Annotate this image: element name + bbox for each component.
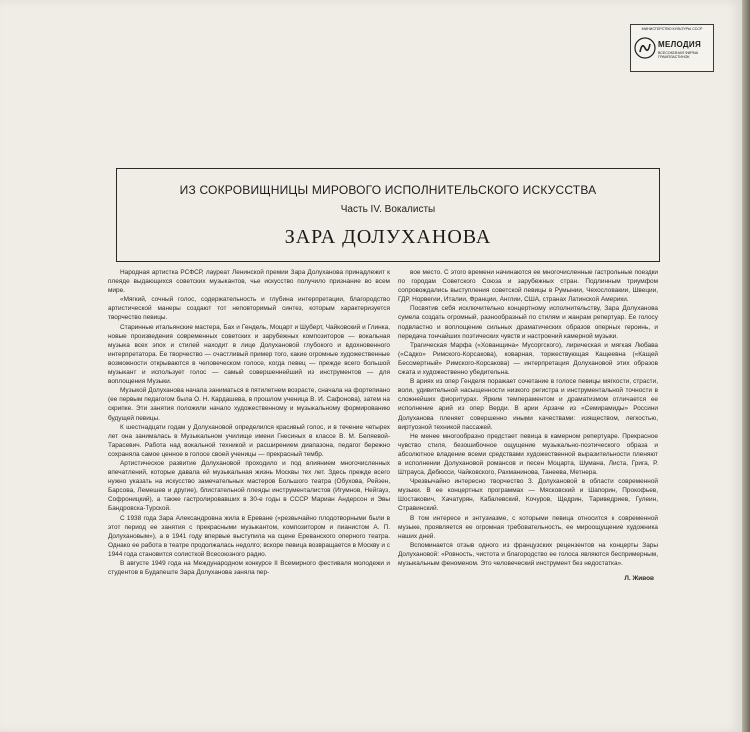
sleeve-edge: [742, 0, 750, 732]
paragraph: Чрезвычайно интересно творчество З. Долухановой в области современной музыки. В ее концертных программах — Мясковский и Шапорин, Прокофьев, Шостакович, Хачатурян, Кабалевский, Кочуров, Щедрин, Тариведриев, Гулеин, Стравинский.: [398, 478, 658, 513]
part-title: Часть IV. Вокалисты: [340, 204, 436, 215]
melodiya-emblem-icon: [634, 37, 656, 59]
paragraph: С 1938 года Зара Александровна жила в Ереване («резвычайно плодотворными были в этот период ее занятия с прекрасными музыкантом, композитором и пианистом А. П. Долухановым»), а в 1941 году впервые выступила на сцене Ереванского оперного театра. Однако ее работа в театре продолжалась недолго; вскоре певица возвращается в Москву и с 1944 года становится солисткой Всесоюзного радио.: [108, 514, 390, 558]
paragraph: Артистическое развитие Долухановой проходило и под влиянием многочисленных впечатлений, которые давала ей музыкальная жизнь Москвы тех лет. Здесь прежде всего нужно указать на искусство замечательных мастеров Большого театра (Обухова, Рейзен, Барсова, Лемешев и другие), блистательной плеяды инструменталистов (Игумнов, Нейгауз, Софроницкий), а также гастролировавших в 30-е годы в СССР Мариан Андерсон и Эвы Бандровска-Турской.: [108, 459, 390, 513]
title-frame: [116, 168, 660, 262]
artist-name: ЗАРА ДОЛУХАНОВА: [284, 226, 492, 248]
paragraph: В ариях из опер Генделя поражает сочетание в голосе певицы мягкости, страсти, воли, удивительной насыщенности низкого регистра и инструментальной точности в сложнейших фиоритурах. Ярким темпераментом и драматизмом отличается ее исполнение арий из опер Верди. В арии Арзаче из «Семирамиды» Россини Долуханова пленяет совершенно иными качествами: изяществом, легкостью, виртуозной техникой пассажей.: [398, 378, 658, 431]
paragraph: К шестнадцати годам у Долухановой определился красивый голос, и в течение четырех лет она занималась в Музыкальном училище имени Гнесиных в классе В. М. Беляевой-Тарасевич. Работа над вокальной техникой и расширением диапазона, педагог бережно сохраняла самое ценное в голосе своей ученицы — прекрасный тембр.: [108, 423, 390, 458]
paragraph: «Мягкий, сочный голос, содержательность и глубина интерпретации, благородство артистической манеры создают тот неповторимый синтез, которым характеризуется творчество певицы.: [108, 296, 390, 322]
series-title: ИЗ СОКРОВИЩНИЦЫ МИРОВОГО ИСПОЛНИТЕЛЬСКОГО ИСКУССТВА: [179, 183, 597, 197]
paragraph: Не менее многообразно предстает певица в камерном репертуаре. Прекрасное чувство стиля, безошибочное ощущение музыкально-поэтического образа и абсолютное владение всеми средствами художественной выразительности пленяют в исполнении Долухановой романсов и песен Моцарта, Шумана, Листа, Грига, Р. Штрауса, Дебюсси, Чайковского, Рахманинова, Танеева, Метнера.: [398, 432, 658, 477]
melodiya-logo: [630, 24, 714, 72]
logo-top-text: МИНИСТЕРСТВО КУЛЬТУРЫ СССР: [641, 27, 703, 31]
logo-name: МЕЛОДИЯ: [658, 40, 702, 49]
paragraph: вое место. С этого времени начинаются ее многочисленные гастрольные поездки по городам Советского Союза и зарубежных стран. Подлинным триумфом сопровождались выступления советской певицы в Румынии, Чехословакии, Швеции, ГДР, Норвегии, Италии, Франции, Англии, США, странах Латинской Америки.: [398, 269, 658, 304]
paragraph: Трагическая Марфа («Хованщина» Мусоргского), лирическая и мягкая Любава («Садко» Римского-Корсакова), коварная, торжествующая Кащеевна («Кащей Бессмертный» Римского-Корсакова) — интерпретация Долухановой этих образов сжата и художественно убедительна.: [398, 341, 658, 377]
paragraph: Народная артистка РСФСР, лауреат Ленинской премии Зара Долуханова принадлежит к плеяде выдающихся советских музыкантов, чье искусство получило признание во всем мире.: [108, 269, 390, 295]
paragraph: В августе 1949 года на Международном конкурсе II Всемирного фестиваля молодежи и студентов в Будапеште Зара Долуханова заняла пер-: [108, 560, 390, 577]
logo-sub-text: ВСЕСОЮЗНАЯ ФИРМА ГРАМПЛАСТИНОК: [658, 51, 699, 60]
liner-notes-right-column: [398, 268, 658, 583]
paragraph: Музыкой Долуханова начала заниматься в пятилетнем возрасте, сначала на фортепиано (ее первым педагогом была О. Н. Кардашева, в прошлом ученица В. И. Сафонова), затем на скрипке. Эти занятия положили начало художественному и музыкальному формированию будущей певицы.: [108, 387, 390, 422]
paragraph: В том интересе и энтузиазме, с которыми певица относится к современной музыке, проявляется ее огромная требовательность, ее мироощущение художника наших дней.: [398, 514, 658, 540]
paragraph: Старинные итальянские мастера, Бах и Гендель, Моцарт и Шуберт, Чайковский и Глинка, новые произведения современных советских и зарубежных композиторов — вокальная музыка всех эпох и стилей находит в лице Долухановой глубокого и вдохновенного интерпретатора. Ее творчество — счастливый пример того, какие огромные художественные возможности открываются в человеческом голосе, когда певец — прежде всего большой музыкант и использует голос — самый совершеннейший из инструментов — для воплощения Музыки.: [108, 323, 390, 386]
paragraph: Вспоминается отзыв одного из французских рецензентов на концерты Зары Долухановой: «Ровность, чистота и благородство ее голоса являются беспримерным, музыкальным феноменом. Это человеческий инструмент без недостатка».: [398, 541, 658, 567]
author-signature: Л. Живов: [624, 575, 654, 583]
paragraph: Посвятив себя исключительно концертному исполнительству, Зара Долуханова сумела создать огромный, разнообразный по стилям и жанрам репертуар. Ее голосу подвластно и воплощение сильных драматических образов оперных героинь, и передача тончайших поэтических чувств и настроений камерной музыки.: [398, 305, 658, 340]
liner-notes-left-column: [108, 268, 390, 577]
